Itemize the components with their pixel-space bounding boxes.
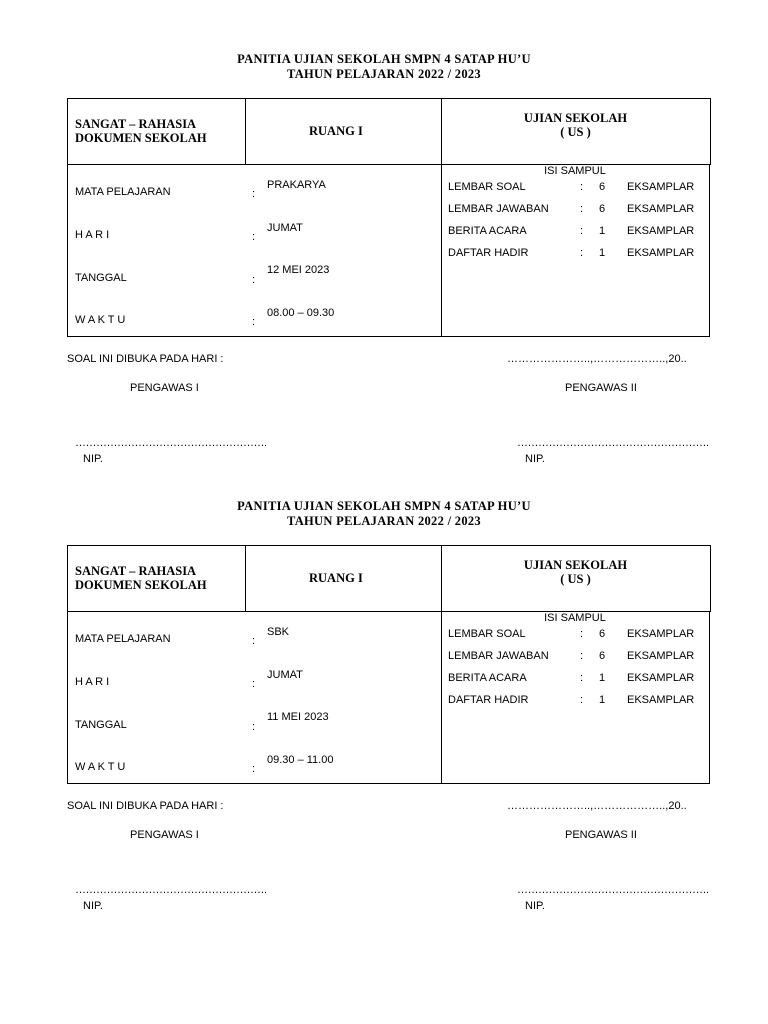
form-title-line2: TAHUN PELAJARAN 2022 / 2023 xyxy=(287,67,481,81)
field-value-day: JUMAT xyxy=(267,222,303,234)
contents-colon: : xyxy=(580,203,584,215)
field-label-subject: MATA PELAJARAN xyxy=(75,186,171,198)
contents-item: LEMBAR SOAL xyxy=(448,628,526,640)
contents-item: BERITA ACARA xyxy=(448,672,527,684)
field-label-day: H A R I xyxy=(75,676,110,688)
contents-item: LEMBAR JAWABAN xyxy=(448,203,549,215)
contents-unit: EKSAMPLAR xyxy=(627,181,695,193)
field-colon: : xyxy=(252,274,256,286)
exam-envelope-form-2 xyxy=(0,447,768,912)
contents-colon: : xyxy=(580,247,584,259)
room-label: RUANG I xyxy=(309,124,363,138)
contents-qty: 1 xyxy=(599,694,606,706)
contents-qty: 1 xyxy=(599,672,606,684)
contents-item: BERITA ACARA xyxy=(448,225,527,237)
supervisor-1-label: PENGAWAS I xyxy=(130,382,199,394)
contents-qty: 6 xyxy=(599,181,606,193)
field-label-date: TANGGAL xyxy=(75,272,127,284)
field-value-time: 09.30 – 11.00 xyxy=(267,754,334,766)
contents-unit: EKSAMPLAR xyxy=(627,672,695,684)
field-value-subject: SBK xyxy=(267,626,290,638)
field-colon: : xyxy=(252,188,256,200)
nip-label-1: NIP. xyxy=(83,453,103,465)
field-value-time: 08.00 – 09.30 xyxy=(267,307,335,319)
contents-qty: 6 xyxy=(599,203,606,215)
field-value-date: 12 MEI 2023 xyxy=(267,264,330,276)
field-value-day: JUMAT xyxy=(267,669,303,681)
contents-qty: 1 xyxy=(599,247,606,259)
contents-item: LEMBAR JAWABAN xyxy=(448,650,549,662)
nip-label-2: NIP. xyxy=(525,453,545,465)
supervisor-2-label: PENGAWAS II xyxy=(565,382,637,394)
contents-item: DAFTAR HADIR xyxy=(448,247,529,259)
field-colon: : xyxy=(252,231,256,243)
secret-label-line2: DOKUMEN SEKOLAH xyxy=(75,578,207,592)
room-label: RUANG I xyxy=(309,571,363,585)
exam-envelope-form-1 xyxy=(0,0,768,465)
opened-on-text: SOAL INI DIBUKA PADA HARI : xyxy=(67,800,224,812)
supervisor-1-label: PENGAWAS I xyxy=(130,829,199,841)
contents-colon: : xyxy=(580,672,584,684)
contents-colon: : xyxy=(580,181,584,193)
contents-colon: : xyxy=(580,225,584,237)
secret-label-line1: SANGAT – RAHASIA xyxy=(75,564,197,578)
form-title-line2: TAHUN PELAJARAN 2022 / 2023 xyxy=(287,514,481,528)
contents-title: ISI SAMPUL xyxy=(544,612,606,624)
signature-line-2: ………………………………………………. xyxy=(517,437,709,449)
field-colon: : xyxy=(252,678,256,690)
contents-item: DAFTAR HADIR xyxy=(448,694,529,706)
field-colon: : xyxy=(252,635,256,647)
field-value-date: 11 MEI 2023 xyxy=(267,711,329,723)
signature-line-1: ………………………………………………. xyxy=(75,884,267,896)
field-colon: : xyxy=(252,316,256,328)
contents-unit: EKSAMPLAR xyxy=(627,694,695,706)
field-colon: : xyxy=(252,721,256,733)
supervisor-2-label: PENGAWAS II xyxy=(565,829,637,841)
nip-label-1: NIP. xyxy=(83,900,103,912)
form-title-line1: PANITIA UJIAN SEKOLAH SMPN 4 SATAP HU’U xyxy=(237,52,531,66)
contents-qty: 6 xyxy=(599,628,606,640)
field-label-subject: MATA PELAJARAN xyxy=(75,633,171,645)
field-label-day: H A R I xyxy=(75,229,110,241)
secret-label-line2: DOKUMEN SEKOLAH xyxy=(75,131,207,145)
contents-item: LEMBAR SOAL xyxy=(448,181,526,193)
contents-unit: EKSAMPLAR xyxy=(627,247,695,259)
exam-type-label-line1: UJIAN SEKOLAH xyxy=(523,558,628,572)
signature-line-1: ………………………………………………. xyxy=(75,437,267,449)
secret-label-line1: SANGAT – RAHASIA xyxy=(75,117,197,131)
exam-type-label-line1: UJIAN SEKOLAH xyxy=(523,111,628,125)
exam-type-label-line2: ( US ) xyxy=(560,125,591,139)
contents-colon: : xyxy=(580,694,584,706)
field-label-time: W A K T U xyxy=(75,761,126,773)
contents-colon: : xyxy=(580,628,584,640)
date-line: …………………..,………………..,20.. xyxy=(507,800,687,812)
field-label-date: TANGGAL xyxy=(75,719,127,731)
contents-unit: EKSAMPLAR xyxy=(627,628,695,640)
form-title-line1: PANITIA UJIAN SEKOLAH SMPN 4 SATAP HU’U xyxy=(237,499,531,513)
contents-unit: EKSAMPLAR xyxy=(627,650,695,662)
date-line: …………………..,………………..,20.. xyxy=(507,353,687,365)
signature-line-2: ………………………………………………. xyxy=(517,884,709,896)
field-value-subject: PRAKARYA xyxy=(267,179,326,191)
contents-qty: 1 xyxy=(599,225,606,237)
exam-type-label-line2: ( US ) xyxy=(560,572,591,586)
contents-unit: EKSAMPLAR xyxy=(627,203,695,215)
contents-title: ISI SAMPUL xyxy=(544,165,606,177)
contents-qty: 6 xyxy=(599,650,606,662)
field-label-time: W A K T U xyxy=(75,314,126,326)
contents-unit: EKSAMPLAR xyxy=(627,225,695,237)
contents-colon: : xyxy=(580,650,584,662)
nip-label-2: NIP. xyxy=(525,900,545,912)
field-colon: : xyxy=(252,763,256,775)
opened-on-text: SOAL INI DIBUKA PADA HARI : xyxy=(67,353,224,365)
